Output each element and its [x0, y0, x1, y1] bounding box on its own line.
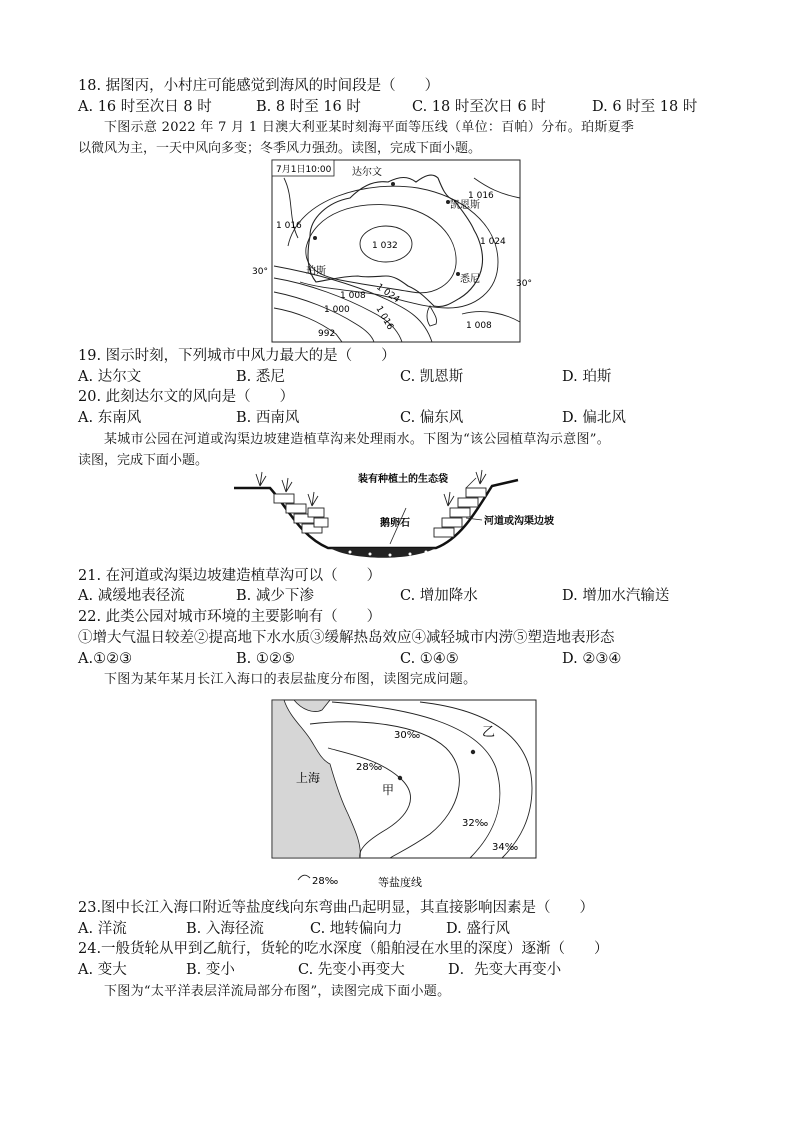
- intro4-line1: 下图为“太平洋表层洋流局部分布图”，读图完成下面小题。: [104, 984, 451, 999]
- map3-city: 上海: [296, 771, 321, 785]
- map1-time-label: 7月1日10:00: [276, 165, 332, 175]
- australia-isobar-map: [248, 158, 538, 344]
- map3-point-a: 甲: [382, 783, 395, 797]
- map1-isobar-label: 1 016: [373, 304, 395, 332]
- map1-lat-left: 30°: [252, 267, 268, 277]
- map1-isobar-label: 1 008: [466, 321, 492, 331]
- map1-isobar-label: 1 024: [480, 237, 506, 247]
- q18-option-b: B. 8 时至 16 时: [256, 99, 361, 115]
- grass-swale-diagram: [230, 468, 570, 566]
- map3-point-b: 乙: [482, 725, 496, 740]
- q24-option-a: A. 变大: [78, 962, 127, 978]
- q19-option-b: B. 悉尼: [236, 369, 285, 385]
- q21-option-a: A. 减缓地表径流: [78, 588, 185, 604]
- salinity-map: [270, 698, 538, 892]
- q23-stem: 23.图中长江入海口附近等盐度线向东弯曲凸起明显，其直接影响因素是（ ）: [78, 900, 595, 916]
- q20-option-d: D. 偏北风: [562, 410, 626, 426]
- q20-option-a: A. 东南风: [78, 410, 142, 426]
- q18-option-c: C. 18 时至次日 6 时: [412, 99, 546, 115]
- q20-option-c: C. 偏东风: [400, 410, 464, 426]
- map1-isobar-label: 1 000: [324, 305, 350, 315]
- q22-option-a: A.①②③: [78, 651, 133, 667]
- map1-isobar-label: 1 016: [276, 221, 302, 231]
- q22-option-d: D. ②③④: [562, 651, 622, 667]
- fig2-label-bag: 装有种植土的生态袋: [358, 474, 448, 485]
- q21-stem: 21. 在河道或沟渠边坡建造植草沟可以（ ）: [78, 568, 382, 584]
- q21-option-d: D. 增加水汽输送: [562, 588, 670, 604]
- map1-place-darwin: 达尔文: [352, 167, 382, 178]
- q23-option-d: D. 盛行风: [446, 921, 510, 937]
- q21-option-c: C. 增加降水: [400, 588, 478, 604]
- map1-isobar-label: 1 008: [340, 291, 366, 301]
- intro1-line2: 以微风为主，一天中风向多变；冬季风力强劲。读图，完成下面小题。: [78, 141, 482, 156]
- map1-isobar-label: 1 024: [374, 282, 402, 306]
- q19-option-d: D. 珀斯: [562, 369, 612, 385]
- q23-option-c: C. 地转偏向力: [310, 921, 403, 937]
- intro3-line1: 下图为某年某月长江入海口的表层盐度分布图，读图完成问题。: [104, 672, 477, 687]
- map1-lat-right: 30°: [516, 279, 532, 289]
- intro2-line1: 某城市公园在河道或沟渠边坡建造植草沟来处理雨水。下图为“该公园植草沟示意图”。: [104, 432, 610, 447]
- q24-stem: 24.一般货轮从甲到乙航行，货轮的吃水深度（船舶浸在水里的深度）逐渐（ ）: [78, 941, 609, 957]
- q18-stem: 18. 据图丙，小村庄可能感觉到海风的时间段是（ ）: [78, 78, 440, 94]
- intro2-line2: 读图，完成下面小题。: [78, 453, 209, 468]
- q22-stem: 22. 此类公园对城市环境的主要影响有（ ）: [78, 609, 382, 625]
- map1-place-cairns: 凯恩斯: [450, 200, 480, 211]
- q24-option-b: B. 变小: [186, 962, 235, 978]
- map3-value: 32‰: [462, 818, 489, 829]
- map1-isobar-label: 992: [318, 329, 336, 339]
- map1-place-sydney: 悉尼: [460, 274, 480, 285]
- q24-option-c: C. 先变小再变大: [298, 962, 405, 978]
- map3-legend-value: 28‰: [312, 876, 339, 887]
- map3-legend-label: 等盐度线: [378, 876, 422, 889]
- map3-value: 30‰: [394, 730, 421, 741]
- map1-isobar-label: 1 016: [468, 191, 494, 201]
- map3-value: 28‰: [356, 762, 383, 773]
- q18-option-d: D. 6 时至 18 时: [592, 99, 698, 115]
- intro1-line1: 下图示意 2022 年 7 月 1 日澳大利亚某时刻海平面等压线（单位：百帕）分布。珀斯夏季: [104, 120, 635, 135]
- fig2-label-stone: 鹅卵石: [380, 518, 410, 529]
- q21-option-b: B. 减少下渗: [236, 588, 314, 604]
- q24-option-d: D．先变大再变小: [448, 962, 562, 978]
- map1-place-perth: 珀斯: [306, 266, 326, 277]
- q20-option-b: B. 西南风: [236, 410, 300, 426]
- map3-value: 34‰: [492, 842, 519, 853]
- fig2-label-slope: 河道或沟渠边坡: [484, 516, 554, 527]
- q20-stem: 20. 此刻达尔文的风向是（ ）: [78, 389, 295, 405]
- q22-items: ①增大气温日较差②提高地下水水质③缓解热岛效应④减轻城市内涝⑤塑造地表形态: [78, 630, 615, 646]
- q19-option-a: A. 达尔文: [78, 369, 142, 385]
- q18-option-a: A. 16 时至次日 8 时: [78, 99, 212, 115]
- q19-stem: 19. 图示时刻，下列城市中风力最大的是（ ）: [78, 348, 396, 364]
- q23-option-b: B. 入海径流: [186, 921, 264, 937]
- q19-option-c: C. 凯恩斯: [400, 369, 464, 385]
- q23-option-a: A. 洋流: [78, 921, 127, 937]
- q22-option-b: B. ①②⑤: [236, 651, 295, 667]
- map1-isobar-label: 1 032: [372, 241, 398, 251]
- q22-option-c: C. ①④⑤: [400, 651, 459, 667]
